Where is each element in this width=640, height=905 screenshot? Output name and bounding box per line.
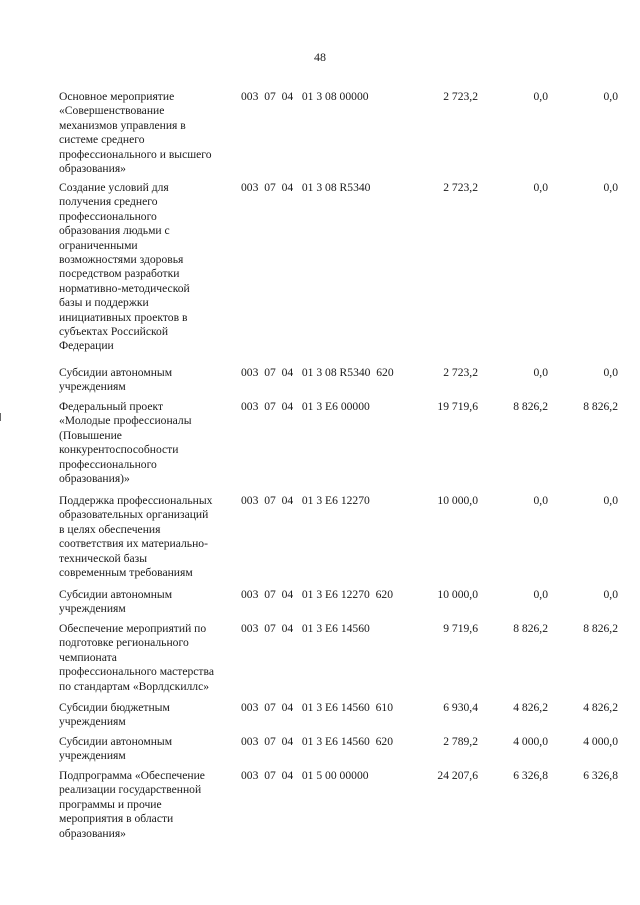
row-value-3: 0,0 (603, 181, 618, 194)
row-value-3: 0,0 (603, 366, 618, 379)
row-code: 003 07 04 01 3 E6 00000 (241, 400, 370, 413)
row-value-3: 0,0 (603, 494, 618, 507)
row-value-1: 2 723,2 (443, 90, 478, 103)
row-value-3: 6 326,8 (583, 769, 618, 782)
row-name: Обеспечение мероприятий по подготовке регионального чемпионата профессионального мастерства по стандартам «Ворлдскиллс» (59, 622, 214, 693)
row-value-2: 0,0 (533, 366, 548, 379)
row-value-2: 6 326,8 (513, 769, 548, 782)
row-name: Создание условий для получения среднего профессионального образования людьми с ограниченными возможностями здоровья посредством разработки нормативно-методической базы и поддержки инициативных проектов в субъектах Российской Федерации (59, 181, 190, 353)
row-value-2: 0,0 (533, 181, 548, 194)
row-name: Основное мероприятие «Совершенствование механизмов управления в системе среднего профессионального и высшего образования» (59, 90, 212, 176)
page-number: 48 (314, 50, 326, 64)
row-name: Поддержка профессиональных образовательных организаций в целях обеспечения соответствия их материально- технической базы современным требованиям (59, 494, 213, 580)
row-value-1: 10 000,0 (437, 588, 478, 601)
row-value-1: 24 207,6 (437, 769, 478, 782)
row-value-3: 8 826,2 (583, 400, 618, 413)
row-code: 003 07 04 01 3 E6 12270 (241, 494, 370, 507)
row-name: Субсидии бюджетным учреждениям (59, 701, 170, 729)
row-code: 003 07 04 01 3 E6 14560 (241, 622, 370, 635)
row-value-1: 2 723,2 (443, 366, 478, 379)
row-value-2: 0,0 (533, 588, 548, 601)
row-code: 003 07 04 01 5 00 00000 (241, 769, 369, 782)
row-value-2: 8 826,2 (513, 622, 548, 635)
row-value-2: 4 826,2 (513, 701, 548, 714)
row-code: 003 07 04 01 3 E6 14560 620 (241, 735, 394, 748)
row-name: Федеральный проект «Молодые профессионалы (Повышение конкурентоспособности профессионального образования)» (59, 400, 192, 486)
row-value-1: 2 789,2 (443, 735, 478, 748)
row-code: 003 07 04 01 3 08 00000 (241, 90, 369, 103)
row-value-3: 4 000,0 (583, 735, 618, 748)
row-value-3: 8 826,2 (583, 622, 618, 635)
row-code: 003 07 04 01 3 E6 14560 610 (241, 701, 394, 714)
row-code: 003 07 04 01 3 E6 12270 620 (241, 588, 394, 601)
row-code: 003 07 04 01 3 08 R5340 (241, 181, 371, 194)
row-value-2: 8 826,2 (513, 400, 548, 413)
row-value-2: 4 000,0 (513, 735, 548, 748)
row-value-3: 4 826,2 (583, 701, 618, 714)
row-value-1: 9 719,6 (443, 622, 478, 635)
row-value-1: 19 719,6 (437, 400, 478, 413)
margin-mark (0, 413, 3, 421)
row-value-3: 0,0 (603, 588, 618, 601)
row-value-3: 0,0 (603, 90, 618, 103)
row-value-1: 2 723,2 (443, 181, 478, 194)
row-value-2: 0,0 (533, 494, 548, 507)
row-name: Субсидии автономным учреждениям (59, 735, 173, 763)
row-name: Субсидии автономным учреждениям (59, 366, 173, 394)
row-name: Подпрограмма «Обеспечение реализации государственной программы и прочие мероприятия в области образования» (59, 769, 205, 840)
row-value-1: 6 930,4 (443, 701, 478, 714)
row-name: Субсидии автономным учреждениям (59, 588, 173, 616)
row-value-1: 10 000,0 (437, 494, 478, 507)
row-code: 003 07 04 01 3 08 R5340 620 (241, 366, 394, 379)
row-value-2: 0,0 (533, 90, 548, 103)
